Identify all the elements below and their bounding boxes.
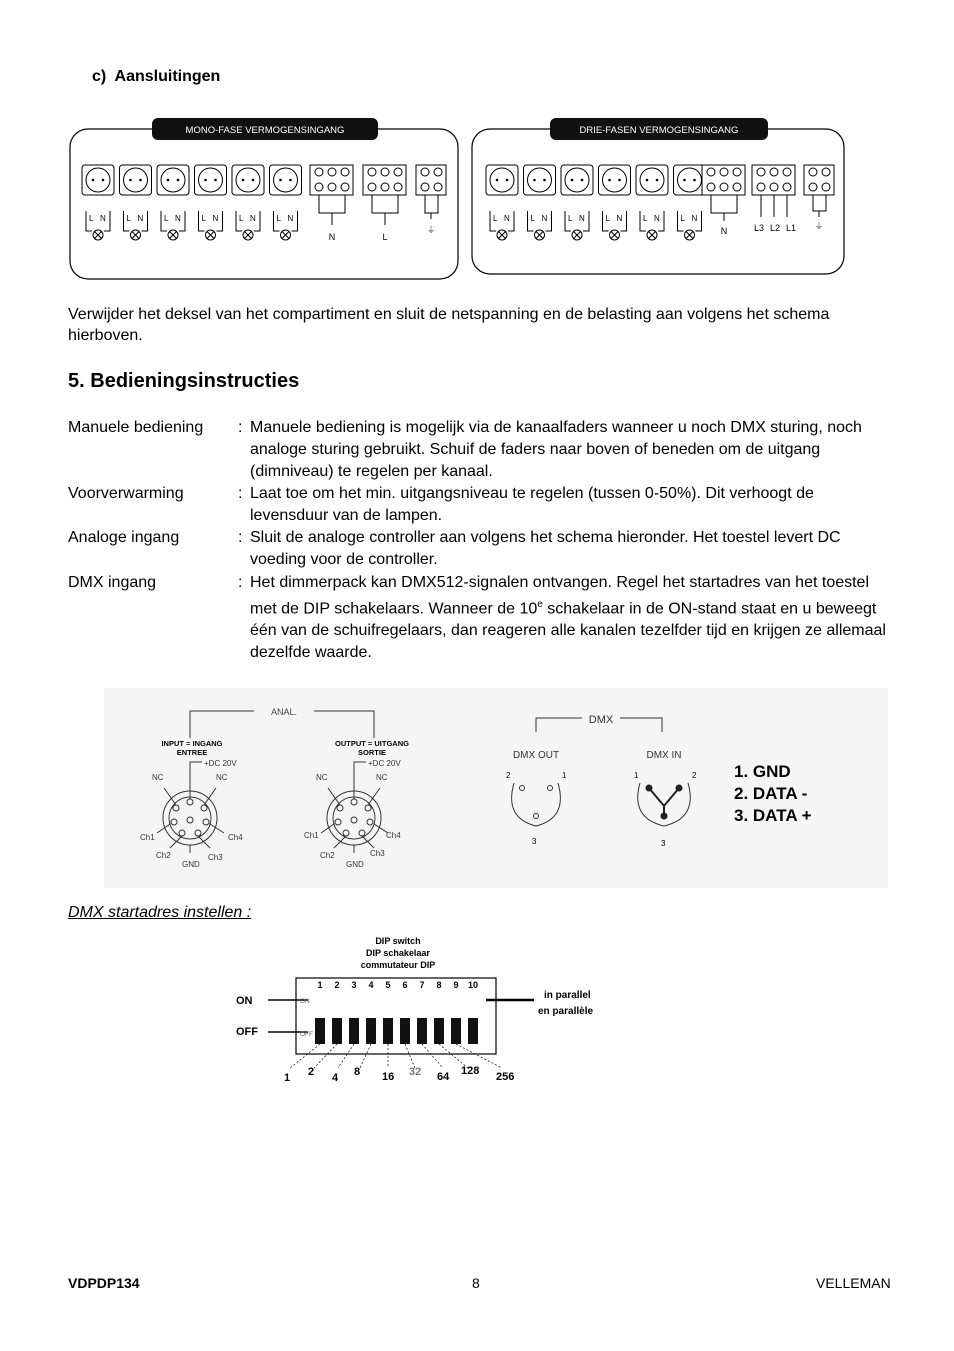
parallel-label-line1: in parallel	[544, 990, 591, 1001]
instruction-text-sup: e	[537, 599, 543, 610]
channel-pin-n: N	[691, 214, 698, 223]
channel-pin-l: L	[530, 214, 535, 223]
three-phase-terminal-l3: L3	[753, 223, 765, 233]
section-5-heading	[68, 370, 299, 393]
output-ch4: Ch4	[386, 831, 401, 840]
output-dc-label: +DC 20V	[368, 759, 401, 768]
input-gnd: GND	[182, 860, 200, 869]
dmx-legend-data-minus: 2. DATA -	[734, 784, 808, 803]
dip-number: 4	[368, 980, 374, 990]
input-ch2: Ch2	[156, 851, 171, 860]
dip-switch-lever	[315, 1018, 325, 1044]
output-nc-left: NC	[316, 773, 328, 782]
instruction-text: Manuele bediening is mogelijk via de kanaalfaders wanneer u noch DMX sturing, noch analoge sturing gebruikt. Schuif de faders naar boven of beneden om de uitgang (dimniveau) te regelen per kanaal.	[250, 419, 862, 480]
input-label-line2: ENTREE	[176, 748, 208, 757]
dip-switch-lever	[468, 1018, 478, 1044]
input-ch4: Ch4	[228, 833, 243, 842]
instruction-colon: :	[238, 529, 243, 546]
channel-pin-l: L	[680, 214, 685, 223]
dip-switch-lever	[332, 1018, 342, 1044]
instruction-text: Laat toe om het min. uitgangsniveau te regelen (tussen 0-50%). Dit verhoogt de levensduur van de lampen.	[250, 485, 814, 524]
instruction-label: Analoge ingang	[68, 529, 180, 546]
dip-switch-lever	[400, 1018, 410, 1044]
dip-number: 10	[467, 980, 479, 990]
dmx-in-label: DMX IN	[646, 750, 682, 761]
dmx-out-label: DMX OUT	[512, 750, 560, 761]
lamp-icon	[93, 230, 103, 240]
dip-off-small: OFF	[300, 1031, 313, 1038]
channel-pin-l: L	[568, 214, 573, 223]
section-5-title: Bedieningsinstructies	[90, 370, 300, 392]
dip-value-128: 128	[461, 1065, 480, 1077]
lamp-icon	[168, 230, 178, 240]
dmx-legend-gnd: 1. GND	[734, 762, 791, 781]
dip-value-2: 2	[308, 1066, 315, 1078]
dip-value-16: 16	[382, 1071, 395, 1083]
three-phase-terminal-n: N	[720, 226, 728, 236]
three-phase-ground-symbol: ⏚	[814, 221, 824, 231]
dip-value-4: 4	[332, 1072, 339, 1084]
channel-pin-l: L	[239, 214, 244, 223]
dip-switch-diagram	[228, 930, 628, 1090]
mono-terminal-n: N	[328, 232, 336, 242]
section-c-title: Aansluitingen	[114, 68, 221, 85]
output-ch2: Ch2	[320, 851, 335, 860]
dip-title-line2: DIP schakelaar	[366, 948, 430, 958]
channel-pin-l: L	[643, 214, 648, 223]
dip-value-256: 256	[496, 1071, 515, 1083]
dip-switch-lever	[417, 1018, 427, 1044]
lamp-icon	[497, 230, 507, 240]
channel-pin-n: N	[175, 214, 181, 223]
output-nc-right: NC	[376, 773, 388, 782]
dip-number: 5	[385, 980, 391, 990]
three-phase-title: DRIE-FASEN VERMOGENSINGANG	[579, 125, 739, 136]
lamp-icon	[647, 230, 657, 240]
channel-pin-l: L	[164, 214, 169, 223]
dip-number: 8	[436, 980, 442, 990]
lamp-icon	[685, 230, 695, 240]
dip-switch-lever	[366, 1018, 376, 1044]
dip-number: 9	[453, 980, 459, 990]
power-connection-diagrams	[66, 115, 852, 283]
lamp-icon	[610, 230, 620, 240]
dip-on-label: ON	[236, 995, 253, 1007]
dip-switch-lever	[383, 1018, 393, 1044]
lamp-icon	[206, 230, 216, 240]
channel-pin-l: L	[493, 214, 498, 223]
dip-number: 1	[317, 980, 323, 990]
footer-page-number: 8	[472, 1275, 480, 1291]
lamp-icon	[281, 230, 291, 240]
dip-value-32: 32	[409, 1066, 422, 1078]
output-ch1: Ch1	[304, 831, 319, 840]
dip-switch-lever	[451, 1018, 461, 1044]
dip-off-label: OFF	[236, 1026, 258, 1038]
mono-phase-diagram	[70, 118, 458, 279]
mono-ground-symbol: ⏚	[426, 225, 436, 235]
instruction-paragraph: Verwijder het deksel van het compartiment en sluit de netspanning en de belasting aan volgens het schema hierboven.	[68, 306, 830, 344]
instruction-colon: :	[238, 574, 243, 591]
lamp-icon	[243, 230, 253, 240]
dmx-out-pin-3: 3	[532, 837, 537, 846]
output-label-line1: OUTPUT = UITGANG	[335, 739, 409, 748]
analog-label: ANAL.	[270, 707, 298, 717]
instruction-text	[250, 572, 890, 664]
output-ch3: Ch3	[370, 849, 385, 858]
channel-pin-l: L	[201, 214, 206, 223]
dmx-in-pin-2: 2	[692, 771, 697, 780]
instruction-text: Sluit de analoge controller aan volgens het schema hieronder. Het toestel levert DC voeding voor de controller.	[250, 529, 841, 568]
channel-pin-n: N	[287, 214, 294, 223]
dip-number: 2	[334, 980, 340, 990]
dip-switch-lever	[434, 1018, 444, 1044]
dip-value-64: 64	[437, 1071, 450, 1083]
channel-pin-n: N	[250, 214, 256, 223]
footer-model: VDPDP134	[68, 1275, 140, 1291]
instruction-text-post: schakelaar in de ON-stand staat en u beweegt één van de schuifregelaars, dan reageren alle kanalen tezelfder tijd en krijgen ze allemaal dezelfde waarde.	[250, 600, 886, 662]
channel-pin-l: L	[605, 214, 610, 223]
dip-value-1: 1	[284, 1072, 291, 1084]
channel-pin-n: N	[504, 214, 510, 223]
section-c-label: c)	[92, 68, 107, 85]
channel-pin-n: N	[137, 214, 144, 223]
dip-number: 3	[351, 980, 357, 990]
lamp-icon	[535, 230, 545, 240]
section-5-number: 5.	[68, 370, 85, 392]
three-phase-terminal-l1: L1	[785, 223, 797, 233]
dip-number: 6	[402, 980, 408, 990]
dmx-in-pin-3: 3	[661, 839, 666, 848]
input-ch3: Ch3	[208, 853, 223, 862]
three-phase-diagram	[472, 118, 844, 274]
channel-pin-n: N	[654, 214, 660, 223]
analog-dmx-diagram	[104, 688, 888, 888]
instruction-label: DMX ingang	[68, 574, 157, 591]
channel-pin-n: N	[616, 214, 623, 223]
channel-pin-n: N	[100, 214, 106, 223]
dmx-legend-data-plus: 3. DATA +	[734, 806, 812, 825]
dmx-in-pin-1: 1	[634, 771, 639, 780]
output-gnd: GND	[346, 860, 364, 869]
lamp-icon	[572, 230, 582, 240]
channel-pin-n: N	[579, 214, 585, 223]
channel-pin-l: L	[276, 214, 281, 223]
instruction-text-pre: Het dimmerpack kan DMX512-signalen ontvangen. Regel het startadres van het toestel met de DIP schakelaars. Wanneer de 10	[250, 574, 870, 618]
dmx-label: DMX	[588, 714, 614, 726]
mono-phase-title: MONO-FASE VERMOGENSINGANG	[185, 125, 345, 136]
dip-title-line1: DIP switch	[375, 936, 421, 946]
dip-on-small: ON	[300, 998, 310, 1005]
channel-pin-n: N	[541, 214, 548, 223]
input-dc-label: +DC 20V	[204, 759, 237, 768]
channel-pin-l: L	[89, 214, 94, 223]
dip-value-8: 8	[354, 1066, 361, 1078]
lamp-icon	[131, 230, 141, 240]
three-phase-terminal-l2: L2	[769, 223, 781, 233]
instruction-colon: :	[238, 419, 243, 436]
footer-brand: VELLEMAN	[816, 1275, 891, 1291]
input-nc-left: NC	[152, 773, 164, 782]
dip-number: 7	[419, 980, 425, 990]
instruction-colon: :	[238, 485, 243, 502]
dip-switch-lever	[349, 1018, 359, 1044]
input-ch1: Ch1	[140, 833, 155, 842]
parallel-label-line2: en parallèle	[538, 1006, 594, 1017]
input-label-line1: INPUT = INGANG	[161, 739, 223, 748]
input-nc-right: NC	[216, 773, 228, 782]
dmx-address-title: DMX startadres instellen :	[68, 904, 252, 921]
dmx-out-pin-1: 1	[562, 771, 567, 780]
instruction-label: Voorverwarming	[68, 485, 184, 502]
mono-terminal-l: L	[382, 232, 388, 242]
dip-title-line3: commutateur DIP	[360, 960, 436, 970]
dmx-out-pin-2: 2	[506, 771, 511, 780]
output-label-line2: SORTIE	[358, 748, 386, 757]
channel-pin-n: N	[212, 214, 219, 223]
instruction-label: Manuele bediening	[68, 419, 204, 436]
channel-pin-l: L	[126, 214, 131, 223]
section-c-heading	[92, 68, 220, 86]
